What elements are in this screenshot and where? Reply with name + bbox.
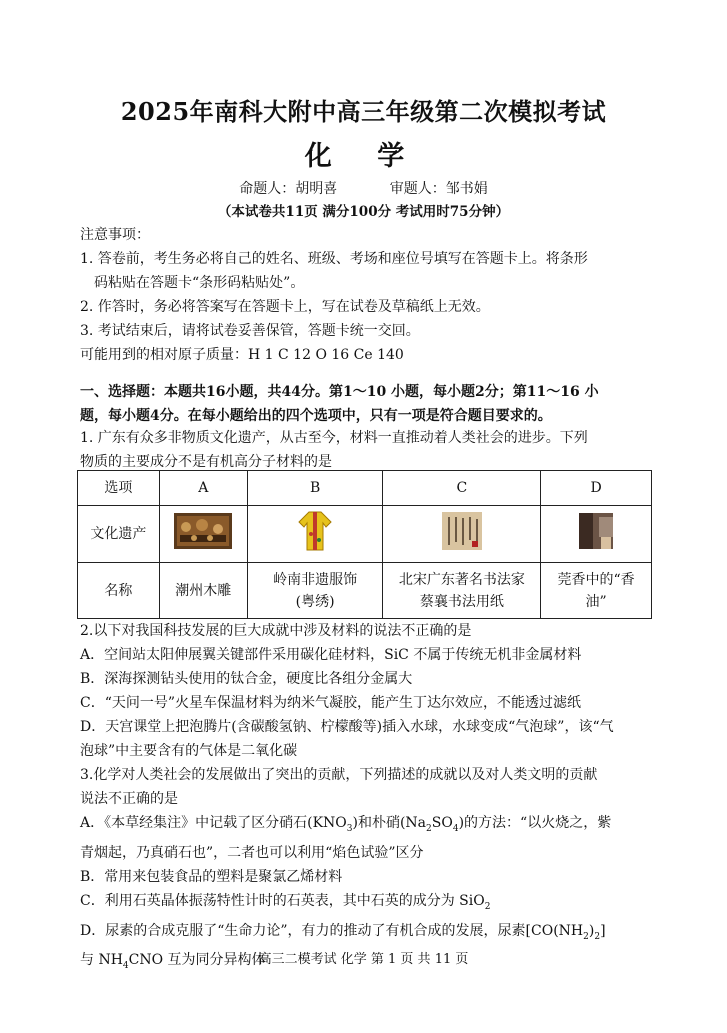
table-row — [78, 506, 652, 563]
table-cell — [383, 506, 541, 563]
text-run: CNO 互为同分异构体 — [128, 952, 266, 969]
table-header: C — [383, 471, 541, 506]
table-cell: 文化遗产 — [78, 506, 160, 563]
table-cell: 名称 — [78, 563, 160, 619]
text-run: C．利用石英晶体振荡特性计时的石英表，其中石英的成分为 SiO — [80, 892, 485, 909]
q1-line: 1. 广东有众多非物质文化遗产，从古至今，材料一直推动着人类社会的进步。下列 — [80, 430, 588, 446]
reviewer: 审题人：邹书娟 — [389, 181, 488, 197]
q2-option-d: D．天宫课堂上把泡腾片(含碳酸氢钠、柠檬酸等)插入水球，水球变成“气泡球”，该“气 — [80, 719, 614, 735]
table-cell — [383, 563, 541, 619]
q1-line: 物质的主要成分不是有机高分子材料的是 — [80, 454, 332, 470]
subscript: 3 — [346, 823, 353, 834]
text-run: D．尿素的合成克服了“生命力论”，有力的推动了有机合成的发展，尿素[CO(NH — [80, 922, 584, 939]
table-cell — [541, 506, 652, 563]
subscript: 4 — [452, 823, 459, 834]
table-cell — [541, 563, 652, 619]
note-item: 1. 答卷前，考生务必将自己的姓名、班级、考场和座位号填写在答题卡上。将条形 — [80, 251, 588, 267]
table-cell — [247, 506, 383, 563]
subscript: 2 — [594, 931, 601, 942]
section-line: 题，每小题4分。在每小题给出的四个选项中，只有一项是符合题目要求的。 — [80, 408, 552, 424]
text-run: ) — [588, 922, 595, 939]
cell-line: 蔡襄书法用纸 — [419, 593, 504, 610]
q3-option-a — [80, 811, 650, 841]
table-row — [78, 471, 652, 506]
q1-options-table — [77, 470, 652, 619]
table-row — [78, 563, 652, 619]
question-3 — [80, 763, 650, 978]
notes-block — [80, 223, 650, 367]
text-run: SO — [431, 815, 453, 831]
exam-title: 2025年南科大附中高三年级第二次模拟考试 — [120, 97, 607, 126]
q2-stem: 2.以下对我国科技发展的巨大成就中涉及材料的说法不正确的是 — [80, 623, 472, 639]
subscript: 2 — [583, 931, 589, 942]
q3-option-c — [80, 889, 650, 919]
wood-carving-image — [174, 513, 232, 549]
note-item: 3. 考试结束后，请将试卷妥善保管，答题卡统一交回。 — [80, 323, 420, 339]
text-run: )的方法：“以火烧之，紫 — [458, 815, 612, 831]
subject-title: 化 学 — [304, 141, 423, 172]
q3-option-d: D．尿素的合成克服了“生命力论”，有力的推动了有机合成的发展，尿素$[CO(NH_2)_2]$ — [80, 922, 606, 942]
question-2 — [80, 619, 650, 763]
section-intro — [80, 380, 650, 428]
incense-oil-image — [579, 513, 613, 549]
subscript: 4 — [122, 961, 129, 972]
subscript: 2 — [484, 901, 491, 912]
exam-meta: （本试卷共11页 满分100分 考试用时75分钟） — [217, 204, 510, 220]
subscript: 2 — [426, 823, 432, 834]
text-run: )和朴硝(Na — [352, 815, 427, 831]
q3-stem-cont: 说法不正确的是 — [80, 791, 178, 807]
table-header: B — [247, 471, 383, 506]
q2-option-c: C．“天问一号”火星车保温材料为纳米气凝胶，能产生丁达尔效应，不能透过滤纸 — [80, 695, 582, 711]
embroidered-robe-image — [298, 510, 332, 552]
calligraphy-paper-image — [442, 512, 482, 550]
q3-stem: 3.化学对人类社会的发展做出了突出的贡献，下列描述的成就以及对人类文明的贡献 — [80, 767, 598, 783]
notes-heading: 注意事项： — [80, 227, 150, 243]
cell-line: 油” — [585, 593, 607, 610]
note-item: 2. 作答时，务必将答案写在答题卡上，写在试卷及草稿纸上无效。 — [80, 299, 490, 315]
cell-line: 北宋广东著名书法家 — [398, 571, 525, 588]
page-footer: 高三二模考试 化学 第 1 页 共 11 页 — [258, 952, 469, 967]
author: 命题人：胡明喜 — [239, 181, 338, 197]
table-cell — [247, 563, 383, 619]
authors-line — [0, 178, 727, 198]
q3-option-b: B．常用来包装食品的塑料是聚氯乙烯材料 — [80, 868, 343, 885]
table-header: D — [541, 471, 652, 506]
cell-line: 岭南非遗服饰 — [273, 571, 358, 588]
cell-line: 莞香中的“香 — [557, 571, 635, 588]
section-line: 一、选择题：本题共16小题，共44分。第1～10 小题，每小题2分；第11～16 小 — [80, 384, 599, 400]
table-cell — [159, 506, 247, 563]
table-header: A — [159, 471, 247, 506]
table-header: 选项 — [78, 471, 160, 506]
note-item-cont: 码粘贴在答题卡“条形码粘贴处”。 — [94, 275, 305, 291]
q3-option-a-cont: 青烟起，乃真硝石也”，二者也可以利用“焰色试验”区分 — [80, 844, 424, 861]
question-1-stem — [80, 426, 650, 474]
text-run: A．《本草经集注》中记载了区分硝石(KNO — [80, 815, 347, 831]
table-cell: 潮州木雕 — [159, 563, 247, 619]
q2-option-a: A．空间站太阳伸展翼关键部件采用碳化硅材料，SiC 不属于传统无机非金属材料 — [80, 647, 582, 663]
text-run: 与 NH — [80, 952, 123, 969]
q2-option-b: B．深海探测钻头使用的钛合金，硬度比各组分金属大 — [80, 671, 413, 687]
q2-option-d-cont: 泡球”中主要含有的气体是二氧化碳 — [80, 743, 298, 759]
atomic-masses: 可能用到的相对原子质量：H 1 C 12 O 16 Ce 140 — [80, 347, 404, 363]
cell-line: (粤绣) — [295, 593, 335, 610]
